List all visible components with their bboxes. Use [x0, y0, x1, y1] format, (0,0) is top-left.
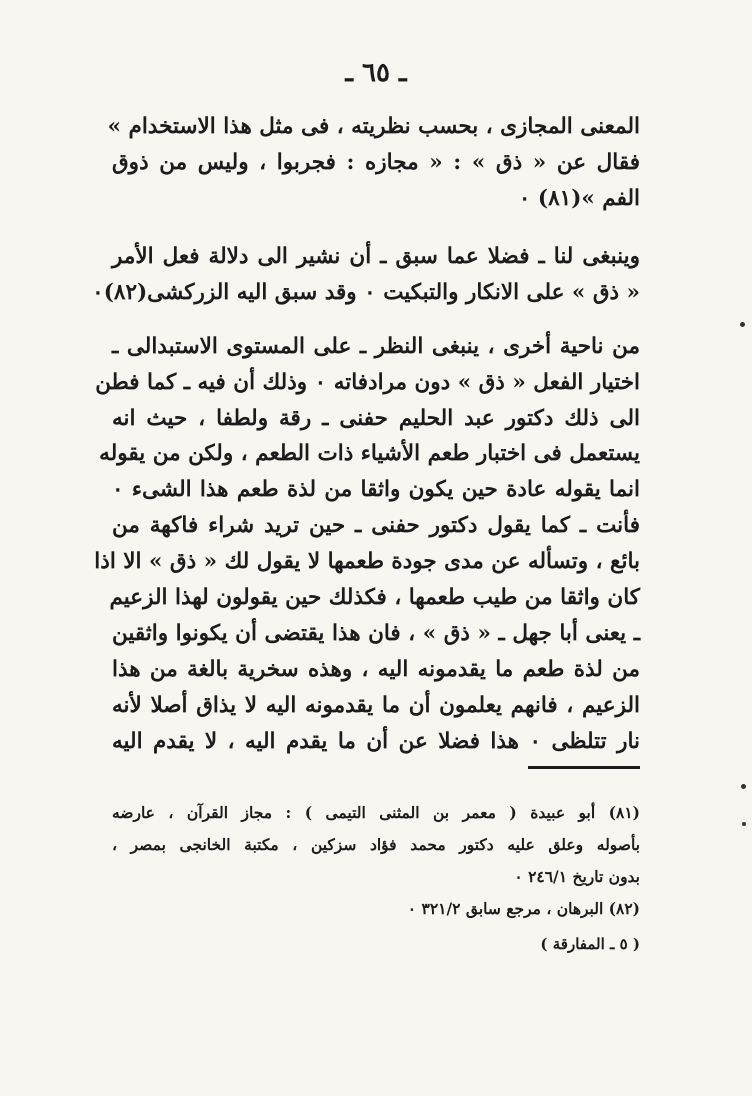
body-line: نار تتلظى ٠ هذا فضلا عن أن ما يقدم اليه ، لا يقدم اليه [112, 729, 640, 754]
body-line: يستعمل فى اختبار طعم الأشياء ذات الطعم ، ولكن من يقوله [99, 441, 640, 466]
footnote-line: بأصوله وعلق عليه دكتور محمد فؤاد سزكين ، مكتبة الخانجى بمصر ، [112, 835, 640, 854]
body-line: فقال عن « ذق » : « مجازه : فجربوا ، وليس من ذوق [112, 150, 640, 175]
body-line: بائع ، وتسأله عن مدى جودة طعمها لا يقول لك « ذق » الا اذا [94, 549, 640, 574]
body-line: كان واثقا من طيب طعمها ، فكذلك حين يقولون لهذا الزعيم [109, 585, 640, 610]
body-line: الزعيم ، فانهم يعلمون أن ما يقدمونه اليه لا يذاق أصلا لأنه [112, 693, 640, 718]
footnote-line: (٨١) أبو عبيدة ( معمر بن المثنى التيمى ) : مجاز القرآن ، عارضه [112, 803, 640, 822]
body-line: فأنت ـ كما يقول دكتور حفنى ـ حين تريد شراء فاكهة من [112, 513, 640, 538]
body-line: الى ذلك دكتور عبد الحليم حفنى ـ رقة ولطفا ، حيث انه [112, 406, 640, 431]
body-line: انما يقوله عادة حين يكون واثقا من لذة طعم هذا الشىء ٠ [112, 477, 640, 502]
footnote-line: (٨٢) البرهان ، مرجع سابق ٣٢١/٢ ٠ [407, 899, 640, 918]
footnote-separator [528, 766, 640, 769]
page-number: ـ ٦٥ ـ [345, 58, 407, 88]
body-line: « ذق » على الانكار والتبكيت ٠ وقد سبق اليه الزركشى(٨٢)٠ [92, 280, 640, 305]
book-signature: ( ٥ ـ المفارقة ) [540, 935, 640, 953]
scan-speck [740, 322, 745, 327]
body-line: المعنى المجازى ، بحسب نظريته ، فى مثل هذا الاستخدام » [107, 114, 640, 139]
body-line: اختيار الفعل « ذق » دون مرادفاته ٠ وذلك أن فيه ـ كما فطن [95, 370, 640, 395]
body-line: وينبغى لنا ـ فضلا عما سبق ـ أن نشير الى دلالة فعل الأمر [112, 244, 640, 269]
body-line: من لذة طعم ما يقدمونه اليه ، وهذه سخرية بالغة من هذا [112, 657, 640, 682]
footnote-line: بدون تاريخ ٢٤٦/١ ٠ [514, 867, 640, 886]
scan-speck [742, 822, 746, 826]
body-line: الفم »(٨١) ٠ [518, 186, 640, 211]
scan-speck [741, 784, 746, 789]
body-line: ـ يعنى أبا جهل ـ « ذق » ، فان هذا يقتضى أن يكونوا واثقين [112, 621, 640, 646]
body-line: من ناحية أخرى ، ينبغى النظر ـ على المستوى الاستبدالى ـ [112, 334, 640, 359]
